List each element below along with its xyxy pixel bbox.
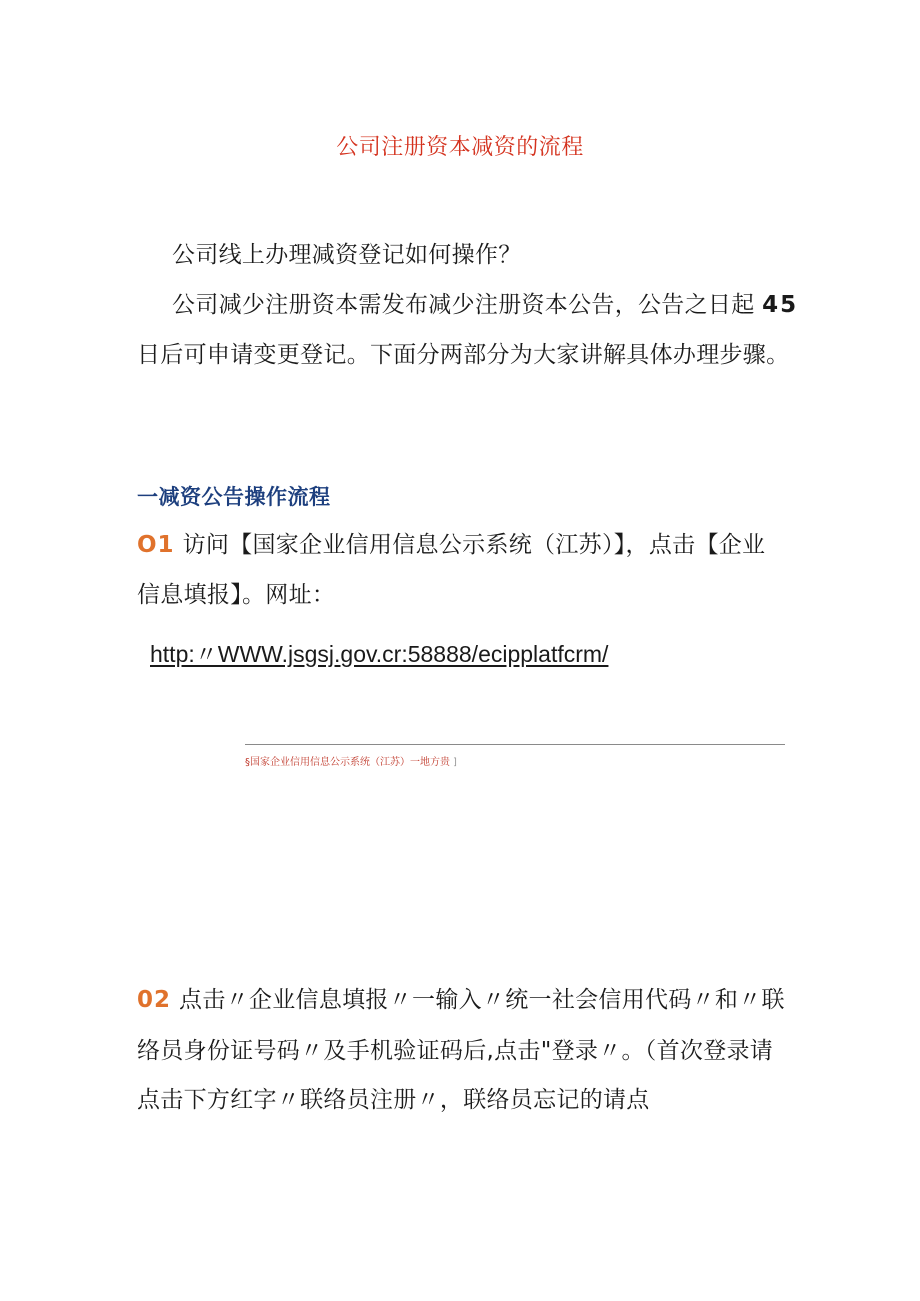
step2-number: 02 xyxy=(137,987,172,1013)
step1-text: 访问【国家企业信用信息公示系统（江苏）】，点击【企业 xyxy=(182,532,766,558)
intro-days-number: 45 xyxy=(762,292,799,318)
step2-line2: 络员身份证号码〃及手机验证码后,点击"登录〃。（首次登录请 xyxy=(137,1038,774,1064)
intro-question: 公司线上办理减资登记如何操作？ xyxy=(172,242,522,268)
step1-line1 xyxy=(137,530,765,560)
document-title: 公司注册资本减资的流程 xyxy=(336,135,584,160)
screenshot-caption-text: §国家企业信用信息公示系统（江苏）一地方贵 xyxy=(245,757,450,768)
screenshot-caption xyxy=(245,753,457,768)
step2-text: 点击〃企业信息填报〃一输入〃统一社会信用代码〃和〃联 xyxy=(179,987,785,1013)
section-heading: 一减资公告操作流程 xyxy=(137,485,331,509)
step1-url-line xyxy=(150,636,608,669)
intro-paragraph-text: 公司减少注册资本需发布减少注册资本公告，公告之日起 xyxy=(172,292,755,318)
step1-url-link[interactable]: http:〃WWW.jsgsj.gov.cr:58888/ecipplatfcrm/ xyxy=(150,641,609,667)
screenshot-caption-end: ] xyxy=(453,757,457,768)
step1-line2: 信息填报】。网址： xyxy=(137,582,336,608)
screenshot-divider xyxy=(245,744,785,745)
intro-paragraph-line1 xyxy=(172,290,798,320)
step1-number: O1 xyxy=(137,532,175,558)
intro-paragraph-line2: 日后可申请变更登记。下面分两部分为大家讲解具体办理步骤。 xyxy=(137,342,790,368)
step2-line3: 点击下方红字〃联络员注册〃，联络员忘记的请点 xyxy=(137,1087,650,1113)
step2-line1 xyxy=(137,985,785,1015)
